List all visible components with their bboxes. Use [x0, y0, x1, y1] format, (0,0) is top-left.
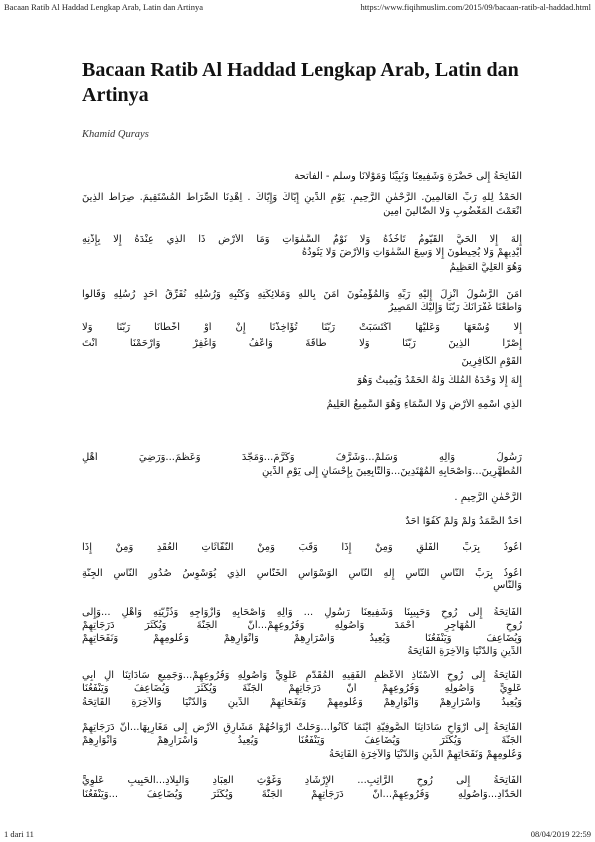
arabic-line: الفَاتِحَةُ إِلَى رُوحِ وَحَبِيبِنَا وَشَفِيعِنَا رَسُولِ ... وَآلِهِ وَأَصْحَابِهِ وَأَزْوَاجِهِ وَذُرِّيَّتِهِ وَأَهْلِ ...وَإِلَى	[82, 607, 522, 618]
arabic-line: اَلْحَمْدُ لِلَّهِ رَبِّ الْعَالَمِينَ. الرَّحْمٰنِ الرَّحِيمِ. يَوْمِ الدِّينِ إِيَّاكَ وَإِيَّاكَ . اِهْدِنَا الصِّرَاطَ الْمُسْتَقِيمَ. صِرَاطَ الَّذِينَ	[82, 192, 522, 203]
arabic-line: وَيُضَاعِفَ وَيَنْفَعُنَا وَيُعِيدُ وَأَسْرَارِهِمْ وَأَنْوَارِهِمْ وَعُلُومِهِمْ وَنَفَحَاتِهِمْ	[82, 633, 522, 644]
arabic-line: الفَاتِحَةُ إِلَى رُوحِ الرَّاتِبِ... الْإِرْشَادِ وَغَوْثِ الْعِبَادِ وَالْبِلَادِ...الْحَبِيبِ عَلَوِيٍّ	[82, 775, 522, 786]
arabic-line: الفَاتِحَةُ إِلَى أَرْوَاحِ سَادَاتِنَا الصُّوفِيَّةِ أَيْنَمَا كَانُوا...وَحَلَّتْ أَرْوَاحُهُمْ مَشَارِقِ الْأَرْضِ إِلَى مَغَارِبِهَا...أَنَّ دَرَجَاتِهِمْ	[82, 722, 522, 733]
arabic-line: إِلٰهَ إِلَّا الْحَيُّ الْقَيُّومُ تَأْخُذُهُ وَلَا نَوْمٌ السَّمٰوَاتِ وَمَا الْأَرْضِ ذَا الَّذِي عِنْدَهُ إِلَّا بِإِذْنِهِ	[82, 234, 522, 245]
arabic-line: وَيُعِيدُ وَأَسْرَارِهِمْ وَأَنْوَارِهِمْ وَعُلُومِهِمْ وَنَفَحَاتِهِمْ الدِّينِ وَالدُّنْيَا وَالْآخِرَةِ الْفَاتِحَةُ	[82, 697, 522, 708]
arabic-line: وَعُلُومِهِمْ وَنَفَحَاتِهِمْ الدِّينِ وَالدُّنْيَا وَالْآخِرَةِ الْفَاتِحَةُ	[328, 749, 522, 760]
arabic-line: الرَّحْمٰنِ الرَّحِيمِ .	[454, 492, 522, 503]
arabic-line: الفَاتِحَةُ إِلَى رُوحِ الْأُسْتَاذِ الْأَعْظَمِ الْفَقِيهِ الْمُقَدَّمِ عَلَوِيٍّ وَأُصُولِهِ وَفُرُوعِهِمْ...وَجَمِيعِ سَادَاتِنَا آلِ أَبِي	[82, 670, 522, 681]
arabic-line: إِصْرًا الَّذِينَ رَبَّنَا وَلَا طَاقَةَ وَاعْفُ وَاغْفِرْ وَارْحَمْنَا أَنْتَ	[82, 338, 522, 349]
arabic-line: أَعُوذُ بِرَبِّ النَّاسِ النَّاسِ إِلٰهِ النَّاسِ الْوَسْوَاسِ الْخَنَّاسِ الَّذِي يُوَسْوِسُ صُدُورِ النَّاسِ الْجِنَّةِ	[82, 568, 522, 579]
arabic-line: الَّذِي اسْمِهِ الْأَرْضِ وَلَا السَّمَاءِ وَهُوَ السَّمِيعُ الْعَلِيمُ	[326, 399, 522, 410]
article-title: Bacaan Ratib Al Haddad Lengkap Arab, Latin dan Artinya	[82, 59, 519, 106]
arabic-line: رَسُولُ وَآلِهِ وَسَلِّمْ...وَشَرَّفَ وَكَرَّمَ...وَمَجَّدَ وَعَظَّمَ...وَرَضِيَ أَهْلِ	[82, 452, 522, 463]
arabic-line: رُوحِ الْمُهَاجِرِ أَحْمَدَ وَأُصُولِهِ وَفُرُوعِهِمْ...أَنَّ الْجَنَّةَ وَيُكَثِّرَ دَرَجَاتِهِمْ	[82, 620, 522, 631]
print-timestamp: 08/04/2019 22:59	[530, 829, 591, 839]
arabic-line: الْجَنَّةَ وَيُكَثِّرَ وَيُضَاعِفَ وَيَنْفَعُنَا وَيُعِيدُ وَأَسْرَارِهِمْ وَأَنْوَارِهِمْ	[82, 735, 522, 746]
arabic-line: وَهُوَ الْعَلِيُّ الْعَظِيمُ	[449, 262, 522, 273]
arabic-line: الفَاتِحَةُ إِلَى حَضْرَةِ وَشَفِيعِنَا وَنَبِيِّنَا وَمَوْلَانَا وسلم - الفاتحة	[294, 171, 522, 182]
arabic-line: أَعُوذُ بِرَبِّ الْفَلَقِ وَمِنْ إِذَا وَقَبَ وَمِنْ النَّفَّاثَاتِ الْعُقَدِ وَمِنْ إِذَا	[82, 542, 522, 553]
arabic-line: إِلَّا وُسْعَهَا وَعَلَيْهَا اكْتَسَبَتْ رَبَّنَا تُؤَاخِذْنَا إِنْ أَوْ أَخْطَأْنَا رَبَّنَا وَلَا	[82, 322, 522, 333]
arabic-line: آمَنَ الرَّسُولُ أُنْزِلَ إِلَيْهِ رَبِّهِ وَالْمُؤْمِنُونَ آمَنَ بِاللهِ وَمَلَائِكَتِهِ وَكُتُبِهِ وَرُسُلِهِ نُفَرِّقُ أَحَدٍ رُسُلِهِ وَقَالُوا	[82, 289, 522, 300]
arabic-line: وَالنَّاسِ	[493, 580, 522, 591]
arabic-line: عَلَوِيٍّ وَأُصُولِهِ وَفُرُوعِهِمْ أَنَّ دَرَجَاتِهِمْ الْجَنَّةَ وَيُكَثِّرَ وَيُضَاعِفَ وَيَنْفَعُنَا	[82, 683, 522, 694]
page-header-url[interactable]: https://www.fiqihmuslim.com/2015/09/bacaan-ratib-al-haddad.html	[360, 2, 591, 12]
arabic-line: أَيْدِيهِمْ وَلَا يُحِيطُونَ إِلَّا وَسِعَ السَّمٰوَاتِ وَالْأَرْضَ وَلَا يَئُودُهُ	[301, 247, 522, 258]
arabic-line: إِلٰهَ إِلَّا وَحْدَهُ الْمُلْكُ وَلَهُ الْحَمْدُ وَيُمِيتُ وَهُوَ	[357, 375, 522, 386]
arabic-line: الْمُطَهَّرِينَ...وَأَصْحَابِهِ الْمُهْتَدِينَ...وَالتَّابِعِينَ بِإِحْسَانٍ إِلَى يَوْمِ الدِّينِ	[262, 466, 522, 477]
arabic-line: وَأَطَعْنَا غُفْرَانَكَ رَبَّنَا وَإِلَيْكَ الْمَصِيرُ	[388, 302, 522, 313]
arabic-line: الْقَوْمِ الْكَافِرِينَ	[461, 356, 522, 367]
page-header-title: Bacaan Ratib Al Haddad Lengkap Arab, Latin dan Artinya	[4, 2, 203, 12]
arabic-line: الدِّينِ وَالدُّنْيَا وَالْآخِرَةِ الْفَاتِحَةُ	[407, 646, 522, 657]
arabic-line: الْحَدَّادِ...وَأُصُولِهِ وَفُرُوعِهِمْ...أَنَّ دَرَجَاتِهِمْ الْجَنَّةَ وَيُكَثِّرَ وَيُضَاعِفَ ...وَيَنْفَعُنَا	[82, 789, 522, 800]
arabic-line: أَنْعَمْتَ الْمَغْضُوبِ وَلَا الضَّالِّينَ آمِين	[383, 206, 522, 217]
page-number: 1 dari 11	[4, 829, 34, 839]
author-name: Khamid Qurays	[82, 129, 149, 140]
arabic-line: أَحَدٌ الصَّمَدُ وَلَمْ وَلَمْ كُفُوًا أَحَدٌ	[405, 516, 522, 527]
